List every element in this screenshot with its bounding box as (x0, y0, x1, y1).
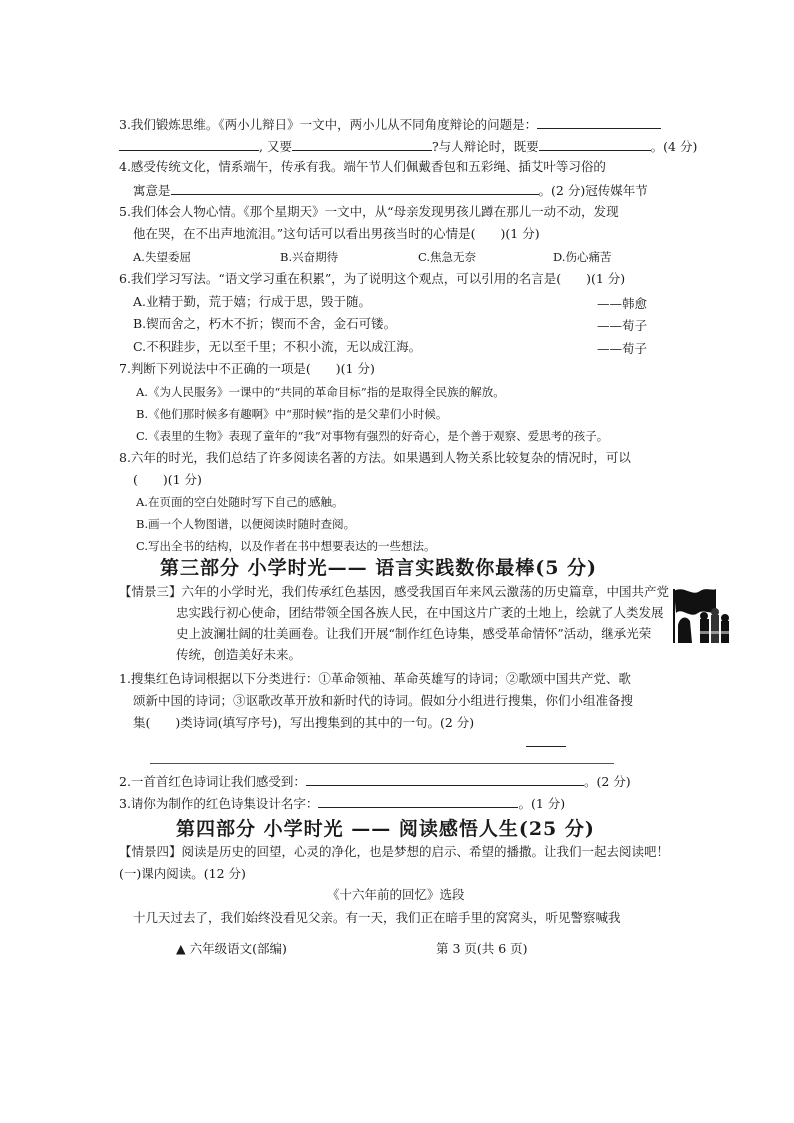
part4-scene: 【情景四】阅读是历史的回望，心灵的净化，也是梦想的启示、希望的播撒。让我们一起去阅读吧！ (119, 844, 670, 859)
part3-q2-line: 2.一首首红色诗词让我们感受到： 。(2 分) (119, 774, 631, 789)
passage-title: 《十六年前的回忆》选段 (327, 887, 465, 902)
q5-option-c[interactable]: C.焦急无奈 (418, 250, 477, 264)
q4-line2: 寓意是 。(2 分)冠传媒年节 (133, 183, 648, 198)
q6-option-a-source: ——韩愈 (597, 296, 648, 311)
part3-q3-blank[interactable] (318, 794, 518, 808)
passage-text: 十几天过去了，我们始终没看见父亲。有一天，我们正在暗手里的窝窝头，听见警察喊我 (133, 910, 621, 925)
q6-option-a[interactable]: A.业精于勤，荒于嬉；行成于思，毁于随。 (133, 294, 372, 309)
q6-option-b[interactable]: B.锲而舍之，朽木不折；锲而不舍，金石可镂。 (133, 316, 397, 331)
q4-line1: 4.感受传统文化，情系端午，传承有我。端午节人们佩戴香包和五彩绳、插艾叶等习俗的 (119, 159, 606, 174)
part3-scene-line4: 传统，创造美好未来。 (176, 647, 302, 662)
q6-option-b-source: ——荀子 (597, 318, 648, 333)
red-flag-illustration (670, 585, 732, 649)
q8-line2: ( )(1 分) (133, 472, 202, 487)
q6-stem: 6.我们学习写法。“语文学习重在积累”，为了说明这个观点，可以引用的名言是( )(1 分) (119, 271, 626, 286)
q8-option-a[interactable]: A.在页面的空白处随时写下自己的感触。 (136, 495, 344, 509)
q5-option-d[interactable]: D.伤心痛苦 (553, 250, 612, 264)
q3-blank-2[interactable] (119, 137, 259, 151)
part4-title: 第四部分 小学时光 —— 阅读感悟人生(25 分) (176, 818, 595, 840)
part3-q2-blank[interactable] (306, 772, 584, 786)
q3-blank-3[interactable] (292, 137, 432, 151)
q5-line2: 他在哭，在不出声地流泪。”这句话可以看出男孩当时的心情是( )(1 分) (133, 226, 540, 241)
q7-stem: 7.判断下列说法中不正确的一项是( )(1 分) (119, 361, 375, 376)
q7-option-a[interactable]: A.《为人民服务》一课中的“共同的革命目标”指的是取得全民族的解放。 (136, 385, 505, 399)
part3-q1-line2: 颂新中国的诗词；③讴歌改革开放和新时代的诗词。假如分小组进行搜集，你们小组准备搜 (133, 693, 634, 708)
part3-scene-line1: 【情景三】六年的小学时光，我们传承红色基因，感受我国百年来风云激荡的历史篇章，中国共产党 (119, 584, 670, 599)
q7-option-c[interactable]: C.《表里的生物》表现了童年的“我”对事物有强烈的好奇心，是个善于观察、爱思考的孩子。 (136, 429, 609, 443)
part3-q1-line1: 1.搜集红色诗词根据以下分类进行：①革命领袖、革命英雄写的诗词；②歌颂中国共产党、歌 (119, 671, 631, 686)
q3-line1 (119, 115, 661, 133)
q5-line1: 5.我们体会人物心情。《那个星期天》一文中，从“母亲发现男孩儿蹲在那儿一动不动，发现 (119, 204, 619, 219)
footer-page-number: 第 3 页(共 6 页) (436, 941, 528, 956)
q7-option-b[interactable]: B.《他们那时候多有趣啊》中“那时候”指的是父辈们小时候。 (136, 407, 448, 421)
q3-blank-4[interactable] (539, 137, 651, 151)
part3-scene-line2: 忠实践行初心使命，团结带领全国各族人民，在中国这片广袤的土地上，绘就了人类发展 (176, 605, 664, 620)
part3-q1-line3: 集( )类诗词(填写序号)，写出搜集到的其中的一句。(2 分) (133, 715, 475, 730)
footer-grade-label: ▲ 六年级语文(部编) (176, 941, 287, 956)
q6-option-c[interactable]: C.不积跬步，无以至千里；不积小流，无以成江海。 (133, 339, 422, 354)
q5-option-a[interactable]: A.失望委屈 (133, 250, 191, 264)
q4-blank[interactable] (171, 181, 539, 195)
q3-stem: 3.我们锻炼思维。《两小儿辩日》一文中，两小儿从不同角度辩论的问题是： (119, 117, 538, 132)
part3-q3-line: 3.请你为制作的红色诗集设计名字： 。(1 分) (119, 796, 566, 811)
part4-subsection: (一)课内阅读。(12 分) (119, 866, 246, 881)
q6-option-c-source: ——荀子 (597, 341, 648, 356)
q3-blank-1[interactable] (537, 115, 661, 129)
part3-title: 第三部分 小学时光—— 语言实践数你最棒(5 分) (160, 557, 598, 579)
part3-scene-line3: 史上波澜壮阔的壮美画卷。让我们开展“制作红色诗集，感受革命情怀”活动，继承光荣 (176, 626, 652, 641)
q3-line2: , 又要 ?与人辩论时，既要 。(4 分) (119, 137, 697, 155)
q8-option-c[interactable]: C.写出全书的结构，以及作者在书中想要表达的一些想法。 (136, 539, 436, 553)
q8-option-b[interactable]: B.画一个人物图谱，以便阅读时随时查阅。 (136, 517, 356, 531)
q8-line1: 8.六年的时光，我们总结了许多阅读名著的方法。如果遇到人物关系比较复杂的情况时，可以 (119, 450, 631, 465)
part3-q1-short-blank[interactable] (526, 746, 566, 747)
q5-option-b[interactable]: B.兴奋期待 (280, 250, 339, 264)
part3-q1-answer-line[interactable] (150, 763, 614, 764)
